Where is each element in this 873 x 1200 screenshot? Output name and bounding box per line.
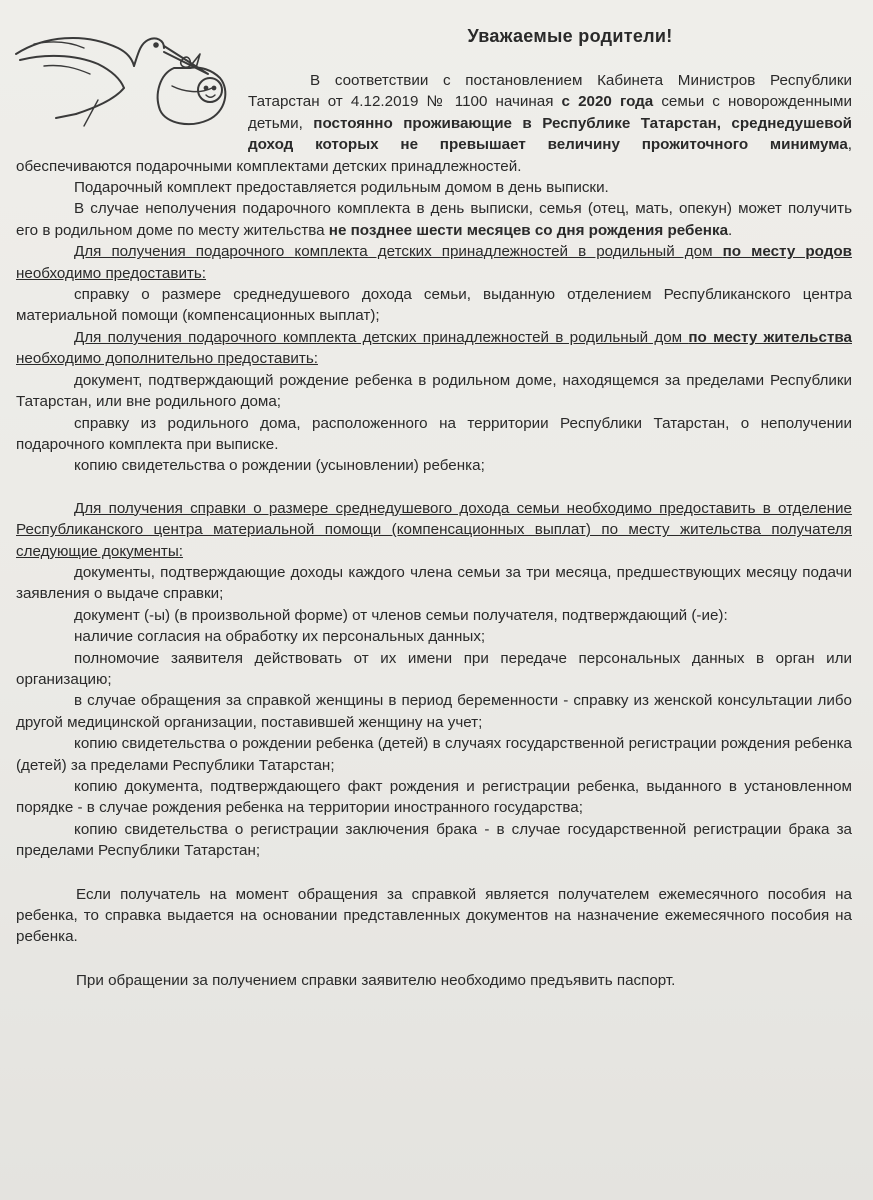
passport-paragraph: При обращении за получением справки заявителю необходимо предъявить паспорт. <box>76 971 676 989</box>
section-heading-birthplace: Для получения подарочного комплекта детских принадлежностей в родильный дом по месту родов необходимо предоставить: <box>16 243 852 282</box>
list-item: документы, подтверждающие доходы каждого члена семьи за три месяца, предшествующих месяцу подачи заявления о выдаче справки; <box>16 563 852 603</box>
section-heading-residence: Для получения подарочного комплекта детских принадлежностей в родильный дом по месту жительства необходимо дополнительно предоставить: <box>16 328 852 368</box>
page-title: Уважаемые родители! <box>467 26 673 46</box>
list-item: копию документа, подтверждающего факт рождения и регистрации ребенка, выданного в установленном порядке - в случае рождения ребенка на территории иностранного государства; <box>16 778 852 817</box>
list-item: справку из родильного дома, расположенного на территории Республики Татарстан, о неполучении подарочного комплекта при выписке. <box>16 414 852 453</box>
list-item: справку о размере среднедушевого дохода семьи, выданную отделением Республиканского центра материальной помощи (компенсационных выплат); <box>16 286 852 325</box>
missed-kit-paragraph: В случае неполучения подарочного комплекта в день выписки, семья (отец, мать, опекун) может получить его в родильном доме по месту жительства не позднее шести месяцев со дня рождения ребенка. <box>16 200 852 239</box>
list-item: полномочие заявителя действовать от их имени при передаче персональных данных в орган или организацию; <box>16 649 852 688</box>
list-item: наличие согласия на обработку их персональных данных; <box>74 628 486 646</box>
section-heading-income-certificate: Для получения справки о размере среднедушевого дохода семьи необходимо предоставить в отделение Республиканского центра материальной помощи (компенсационных выплат) по месту жительства получателя следующие документы: <box>16 499 852 560</box>
intro-paragraph: В соответствии с постановлением Кабинета Министров Республики Татарстан от 4.12.2019 № 1100 начиная с 2020 года семьи с новорожденными детьми, постоянно проживающие в Республике Татарстан, среднедушевой доход которых не превышает величину прожиточного минимума, обеспечиваются подарочными комплектами детских принадлежностей. <box>16 72 852 175</box>
list-item: в случае обращения за справкой женщины в период беременности - справку из женской консультации либо другой медицинской организации, поставившей женщину на учет; <box>16 692 852 731</box>
monthly-allowance-paragraph: Если получатель на момент обращения за справкой является получателем ежемесячного пособия на ребенка, то справка выдается на основании представленных документов на назначение ежемесячного пособия на ребенка. <box>16 885 852 946</box>
list-item: копию свидетельства о рождении ребенка (детей) в случаях государственной регистрации рождения ребенка (детей) за пределами Республики Татарстан; <box>16 735 852 774</box>
issue-paragraph: Подарочный комплект предоставляется родильным домом в день выписки. <box>74 179 609 197</box>
list-item: копию свидетельства о рождении (усыновлении) ребенка; <box>74 457 485 475</box>
document-body <box>16 70 852 991</box>
list-item: документ (-ы) (в произвольной форме) от членов семьи получателя, подтверждающий (-ие): <box>74 606 728 624</box>
list-item: документ, подтверждающий рождение ребенка в родильном доме, находящемся за пределами Республики Татарстан, или вне родильного дома; <box>16 371 852 411</box>
list-item: копию свидетельства о регистрации заключения брака - в случае государственной регистрации брака за пределами Республики Татарстан; <box>16 820 852 860</box>
